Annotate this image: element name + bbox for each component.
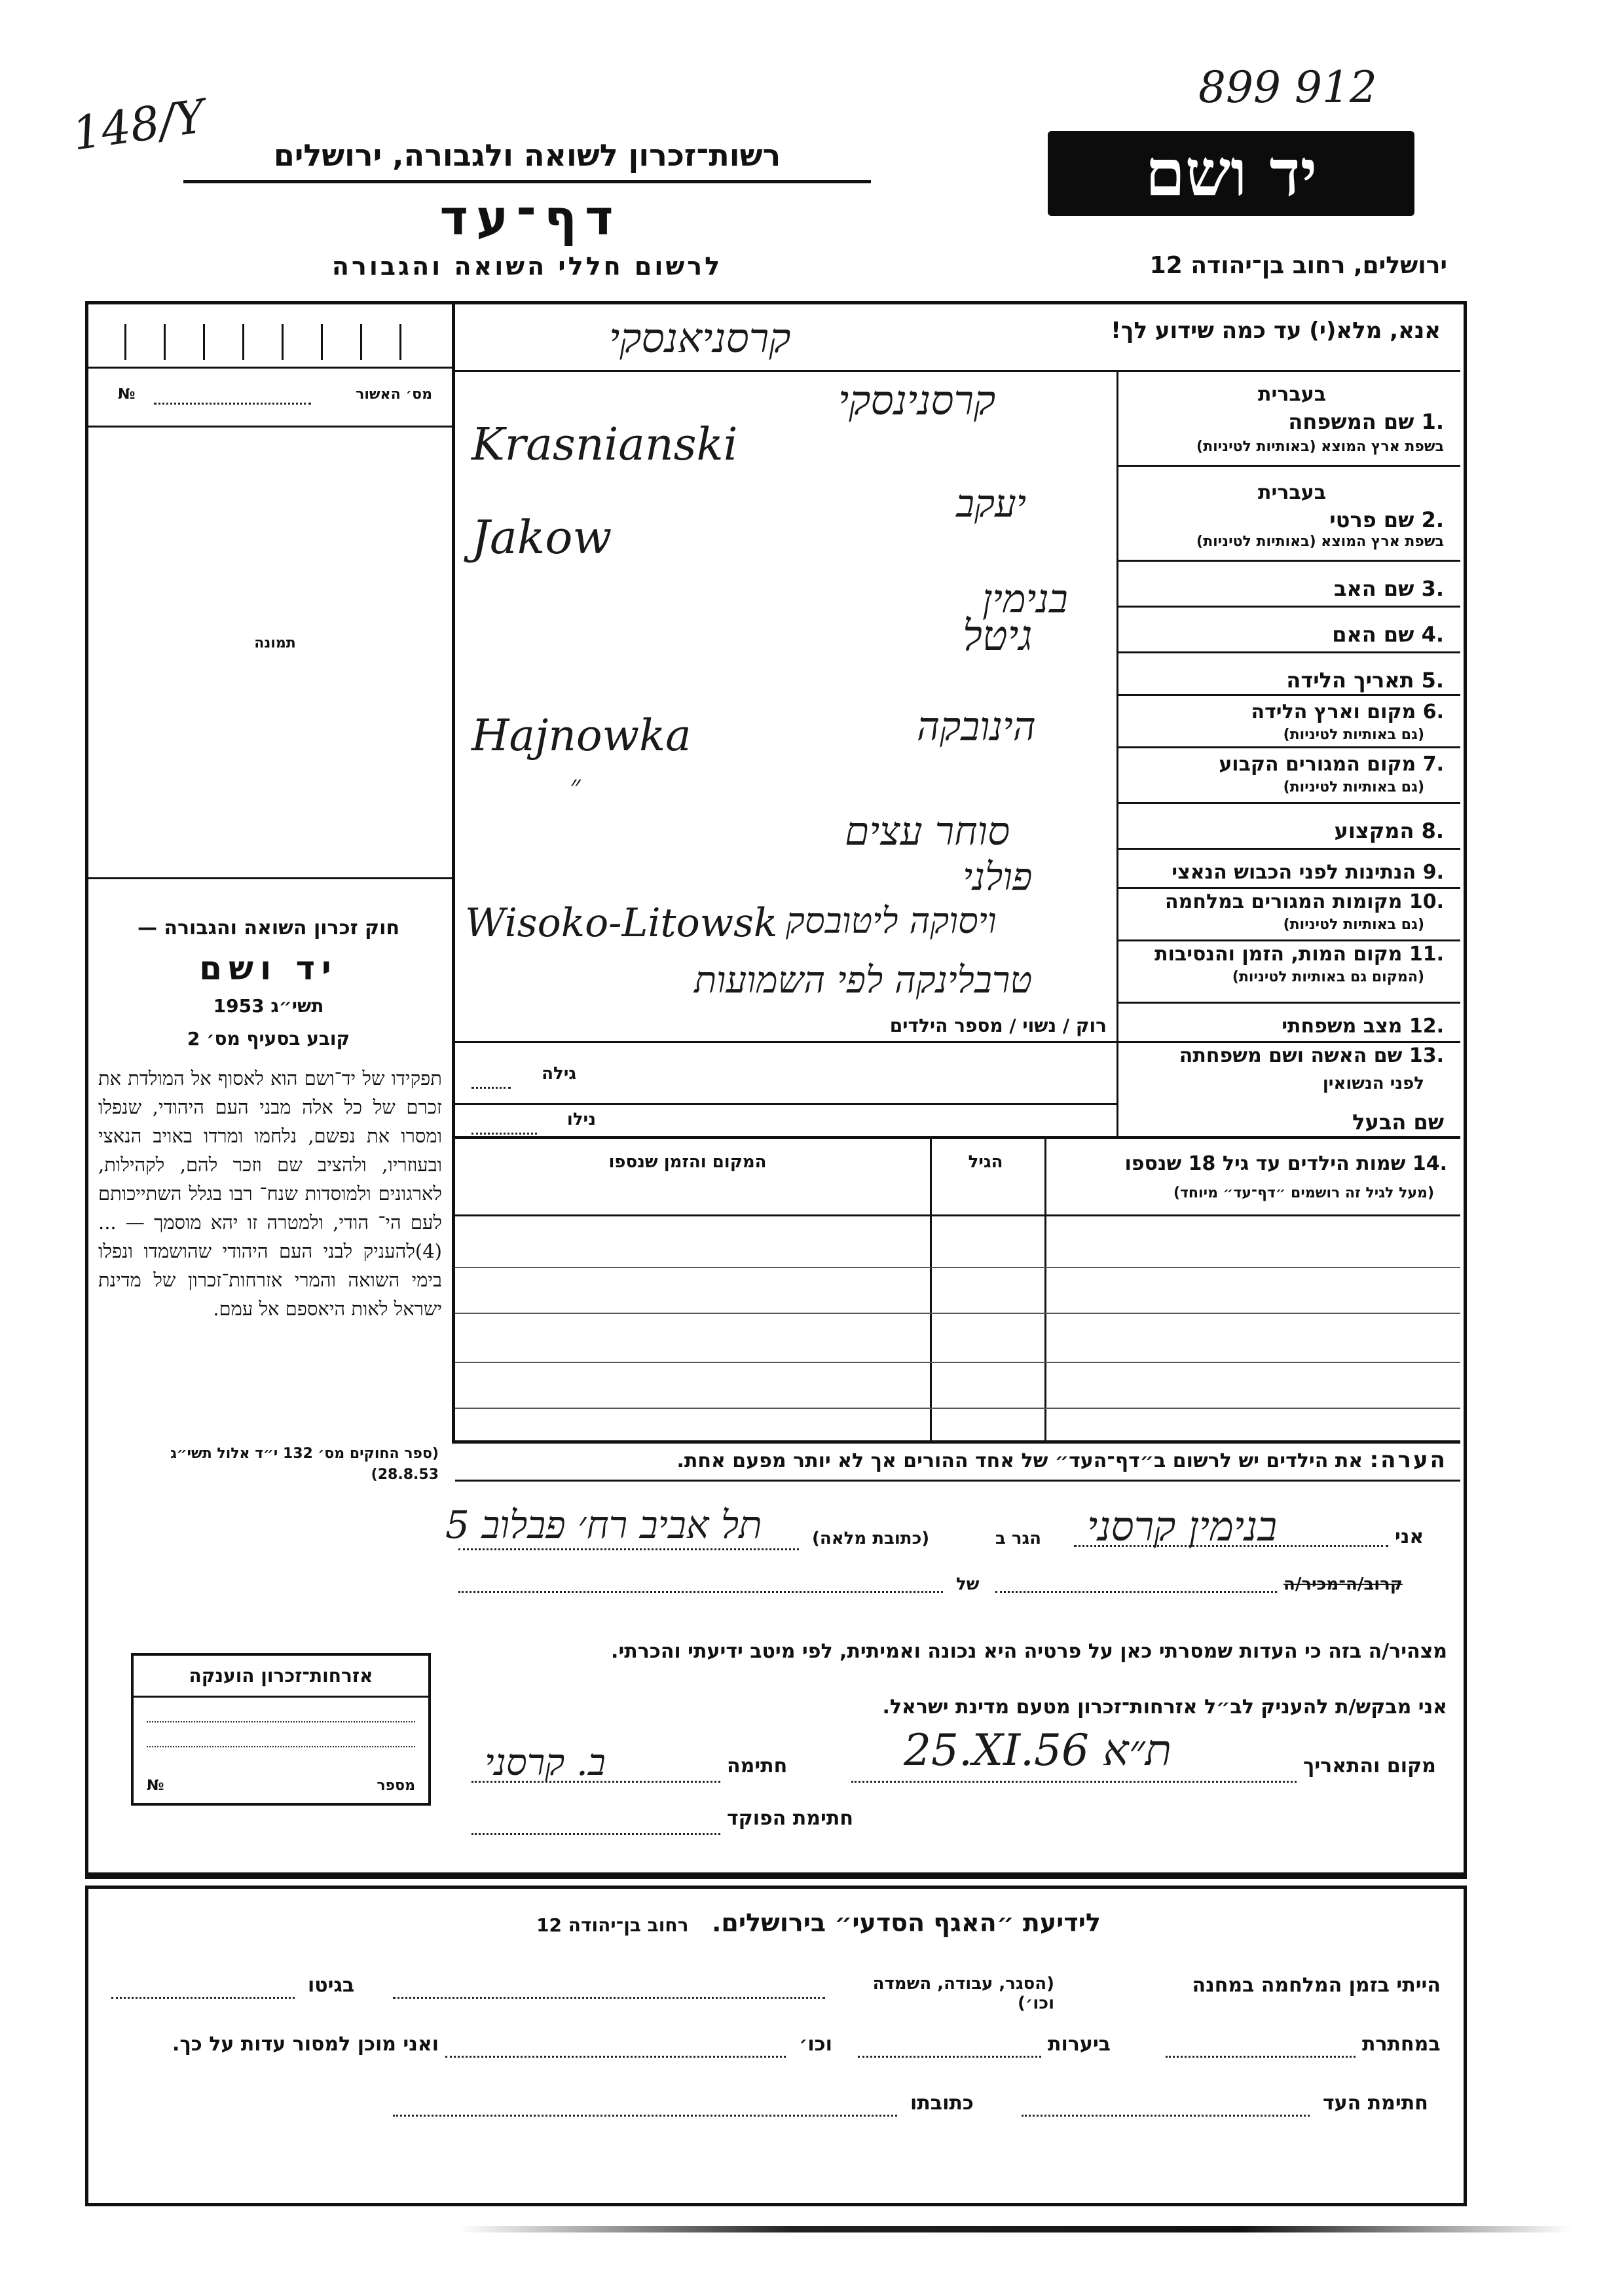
bottom-address: רחוב בן־יהודה 12 — [536, 1914, 689, 1936]
field-2-name: שם פרטי — [1329, 507, 1414, 532]
field-13-age: גילה — [542, 1064, 576, 1084]
archive-number-left: 148/Y — [69, 89, 209, 161]
note — [458, 1447, 1447, 1473]
field-10-sub: (גם באותיות לטיניות) — [1283, 917, 1424, 933]
hw-top-surname: קרסניאנסקי — [609, 314, 791, 362]
hw-profession: סוחר עצים — [845, 809, 1010, 854]
decl-signature-label: חתימה — [727, 1755, 788, 1777]
field-11-name: מקום המות, הזמן והנסיבות — [1154, 943, 1403, 966]
decl-official-label: חתימת הפוקד — [727, 1807, 853, 1830]
field-4-label: .4 שם האם — [1332, 622, 1444, 647]
form-subtitle: לרשום חללי השואה והגבורה — [331, 252, 723, 281]
code-boxes — [98, 324, 439, 360]
decl-relation: קרוב/ה־מכיר/ה — [1283, 1575, 1403, 1594]
decl-resides: הגר ב — [995, 1529, 1042, 1548]
hebrew-label-2: בעברית — [1258, 481, 1326, 504]
citizenship-box-title: אזרחות־זכרון הוענקה — [189, 1665, 373, 1686]
bottom-line1-a: הייתי בזמן המלחמה במחנה — [1192, 1974, 1441, 1997]
decl-request: אני מבקש/ת להעניק לב״ל אזרחות־זכרון מטעם מדינת ישראל. — [882, 1696, 1447, 1719]
hw-first-lat: Jakow — [471, 511, 612, 564]
citizenship-box — [131, 1653, 431, 1806]
field-11-sub: (המקום גם באותיות לטיניות) — [1232, 969, 1424, 985]
field-11-label: .11 מקום המות, הזמן והנסיבות — [1154, 943, 1444, 966]
field-7-name: מקום המגורים הקבוע — [1219, 753, 1416, 776]
field-14-sub: (מעל לגיל זה רושמים ״דף־עד״ מיוחד) — [1173, 1185, 1434, 1201]
header-address: ירושלים, רחוב בן־יהודה 12 — [1149, 252, 1447, 279]
bottom-line2-d: ואני מוכן למסור עדות על כך. — [172, 2033, 439, 2056]
field-9-label: .9 הנתינות לפני הכבוש הנאצי — [1172, 861, 1444, 884]
authority-title: רשות־זכרון לשואה ולגבורה, ירושלים — [273, 137, 781, 173]
hw-surname-lat: Krasnianski — [471, 419, 738, 471]
hw-declarant-name: בנימין קרסני — [1087, 1503, 1278, 1550]
husband-born: נילו — [566, 1110, 596, 1129]
hw-war-place-heb: ויסוקה ליטובסק — [786, 900, 997, 941]
field-4-name: שם האם — [1332, 622, 1414, 647]
field-6-label: .6 מקום וארץ הלידה — [1251, 701, 1444, 723]
hebrew-label-1: בעברית — [1258, 383, 1326, 406]
field-6-sub: (גם באותיות לטיניות) — [1283, 727, 1424, 743]
decl-full-address: (כתובת מלאה) — [812, 1529, 930, 1548]
hw-birthplace-lat: Hajnowka — [471, 710, 692, 761]
hw-surname-heb: קרסנינסקי — [838, 376, 996, 424]
field-10-name: מקומות המגורים במלחמה — [1165, 890, 1403, 913]
field-7-sub: (גם באותיות לטיניות) — [1283, 779, 1424, 795]
law-text: תפקידו של יד־ושם הוא לאסוף אל המולדת את זכרם של כל אלה מבני העם היהודי, שנפלו ומסרו את נפשם, נלחמו ומרדו באויב הנאצי ובעוזריו, ולהציב שם וזכר להם, לקהילות, לארגונים ולמוסדות שנח־ רבו בגלל השתייכותם לעם הי־ הודי, ולמטרה זו יהא מוסמך — ...(4)להעניק לבני העם היהודי שהושמדו ונפלו בימי השואה והמרי אזרחות־זכרון של מדינת ישראל לאות היאספם אל עמם. — [98, 1067, 442, 1320]
decl-of: של — [956, 1575, 980, 1594]
bottom-line1-c: בגיטו — [308, 1974, 355, 1997]
note-text: את הילדים יש לרשום ב״דף־העד״ של אחד ההורים אך לא יותר מפעם אחת. — [676, 1449, 1363, 1472]
law-year: תשי״ג 1953 — [213, 995, 324, 1017]
field-14-name: שמות הילדים עד גיל 18 שנספו — [1124, 1152, 1406, 1175]
field-13-sub: לפני הנשואין — [1322, 1074, 1424, 1093]
hw-father: בנימין — [982, 576, 1068, 622]
law-ref: (ספר החוקים מס׳ 132 י״ד אלול תשי״ג 28.8.53) — [170, 1446, 439, 1483]
form-title: דף־עד — [439, 190, 621, 246]
note-label: הערה: — [1369, 1447, 1447, 1473]
hw-date: 25.XI.56 ת״א — [904, 1725, 1172, 1776]
hw-citizenship: פולני — [963, 854, 1033, 899]
bottom-line1-b: (הסגר, עבודה, השמדה וכו׳) — [872, 1974, 1054, 2013]
field-13-label: .13 שם האשה ושם משפחתה — [1179, 1044, 1444, 1067]
husband-label: שם הבעל — [1352, 1110, 1444, 1135]
field-8-name: המקצוע — [1334, 818, 1414, 843]
field-1-name: שם המשפחה — [1288, 409, 1414, 434]
law-logo: יד ושם — [199, 949, 338, 987]
logo-text: יד ושם — [1145, 136, 1318, 211]
instruction-text: אנא, מלא(י) עד כמה שידוע לך! — [1111, 318, 1441, 344]
hw-ditto: ״ — [570, 769, 581, 803]
decl-statement: מצהיר/ה בזה כי העדות שמסרתי כאן על פרטיה היא נכונה ואמיתית, לפי מיטב ידיעתי והכרתי. — [611, 1640, 1447, 1663]
photo-label: תמונה — [254, 635, 296, 651]
field-3-name: שם האב — [1333, 576, 1414, 601]
field-9-name: הנתינות לפני הכבוש הנאצי — [1172, 861, 1416, 884]
field-1-label: .1 שם המשפחה — [1288, 409, 1444, 434]
law-title: חוק זכרון השואה והגבורה — — [137, 917, 400, 939]
citizenship-box-number: מספר — [377, 1777, 415, 1794]
field-8-label: .8 המקצוע — [1334, 818, 1444, 843]
approval-no-label: מס׳ האשור — [356, 386, 432, 403]
archive-number-right: 899 912 — [1198, 62, 1377, 113]
field-12-name: מצב משפחתי — [1282, 1015, 1403, 1038]
hw-declarant-address: תל אביב רח׳ פבלוב 5 — [445, 1503, 762, 1547]
bottom-title — [458, 1908, 1179, 1937]
bottom-line3-b: כתובתו — [910, 2092, 974, 2115]
bottom-line2-a: במחתרת — [1362, 2033, 1441, 2056]
hw-first-heb: יעקב — [956, 481, 1027, 526]
bottom-title-text: לידיעת ״האגף הסדעי״ בירושלים. — [711, 1908, 1101, 1937]
hw-signature: ב. קרסני — [485, 1741, 606, 1784]
bottom-line2-b: ביערות — [1048, 2033, 1111, 2056]
field-6-name: מקום וארץ הלידה — [1251, 701, 1416, 723]
field-13-name: שם האשה ושם משפחתה — [1179, 1044, 1403, 1067]
field-12-options: רוק / נשוי / מספר הילדים — [889, 1015, 1107, 1036]
field-5-name: תאריך הלידה — [1286, 668, 1414, 693]
decl-place-date-label: מקום והתאריך — [1303, 1755, 1436, 1777]
field-5-label: .5 תאריך הלידה — [1286, 668, 1444, 693]
citizenship-box-number-sign: № — [147, 1777, 164, 1794]
field-1-sub: בשפת ארץ המוצא (באותיות לטיניות) — [1196, 439, 1444, 455]
field-2-label: .2 שם פרטי — [1329, 507, 1444, 532]
law-section: קובע בסעיף מס׳ 2 — [187, 1028, 350, 1049]
field-3-label: .3 שם האב — [1333, 576, 1444, 601]
col-age-header: הגיל — [968, 1152, 1003, 1172]
field-2-sub: בשפת ארץ המוצא (באותיות לטיניות) — [1196, 534, 1444, 550]
decl-i-label: אני — [1395, 1525, 1424, 1548]
field-14-label: .14 שמות הילדים עד גיל 18 שנספו — [1124, 1152, 1447, 1175]
hw-war-place-lat: Wisoko-Litowsk — [465, 900, 778, 946]
hw-mother: גיטל — [963, 612, 1033, 661]
field-10-label: .10 מקומות המגורים במלחמה — [1165, 890, 1444, 913]
field-12-label: .12 מצב משפחתי — [1282, 1015, 1444, 1038]
approval-no-sign: № — [118, 386, 136, 403]
bottom-line2-c: וכו׳ — [799, 2033, 832, 2056]
hw-death: טרבלינקה לפי השמועות — [694, 959, 1033, 1002]
bottom-line3-a: חתימת העד — [1323, 2092, 1428, 2115]
scan-edge — [458, 2226, 1572, 2232]
hw-birthplace-heb: הינובקה — [917, 704, 1036, 750]
yad-vashem-logo — [1048, 131, 1414, 216]
field-7-label: .7 מקום המגורים הקבוע — [1219, 753, 1444, 776]
col-place-header: המקום והזמן שנספו — [608, 1152, 767, 1172]
